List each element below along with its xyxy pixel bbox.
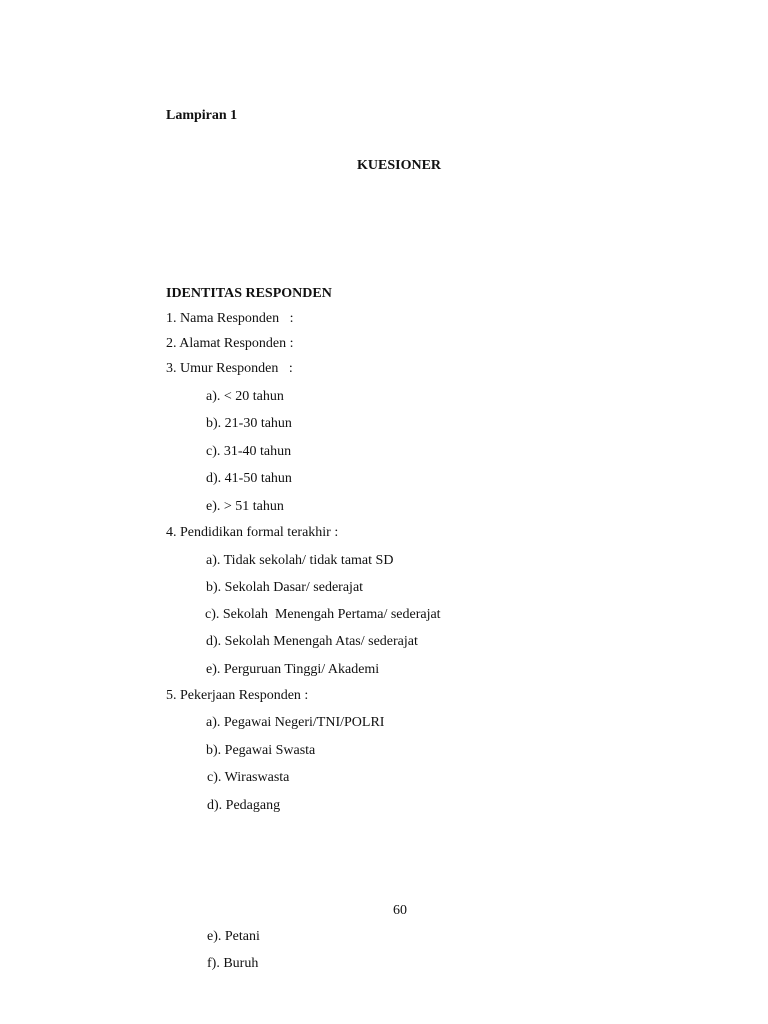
occupation-option: d). Pedagang xyxy=(207,798,281,813)
education-option: d). Sekolah Menengah Atas/ sederajat xyxy=(206,634,418,649)
attachment-label: Lampiran 1 xyxy=(166,108,238,123)
age-option: e). > 51 tahun xyxy=(206,499,284,514)
education-option: c). Sekolah Menengah Pertama/ sederajat xyxy=(205,607,441,622)
occupation-option: b). Pegawai Swasta xyxy=(206,743,316,758)
occupation-option: a). Pegawai Negeri/TNI/POLRI xyxy=(206,715,385,730)
age-option: b). 21-30 tahun xyxy=(206,416,292,431)
section-heading: IDENTITAS RESPONDEN xyxy=(166,286,332,301)
age-option: a). < 20 tahun xyxy=(206,389,284,404)
education-option: a). Tidak sekolah/ tidak tamat SD xyxy=(206,553,394,568)
education-option: e). Perguruan Tinggi/ Akademi xyxy=(206,662,380,677)
question-age: 3. Umur Responden : xyxy=(166,361,293,376)
age-option: d). 41-50 tahun xyxy=(206,471,292,486)
occupation-option: f). Buruh xyxy=(207,956,259,971)
occupation-option: c). Wiraswasta xyxy=(207,770,290,785)
page-number: 60 xyxy=(393,903,407,918)
question-address: 2. Alamat Responden : xyxy=(166,336,294,351)
age-option: c). 31-40 tahun xyxy=(206,444,292,459)
page-title: KUESIONER xyxy=(357,158,442,173)
question-name: 1. Nama Responden : xyxy=(166,311,294,326)
question-education: 4. Pendidikan formal terakhir : xyxy=(166,525,339,540)
education-option: b). Sekolah Dasar/ sederajat xyxy=(206,580,364,595)
occupation-option: e). Petani xyxy=(207,929,260,944)
question-occupation: 5. Pekerjaan Responden : xyxy=(166,688,309,703)
